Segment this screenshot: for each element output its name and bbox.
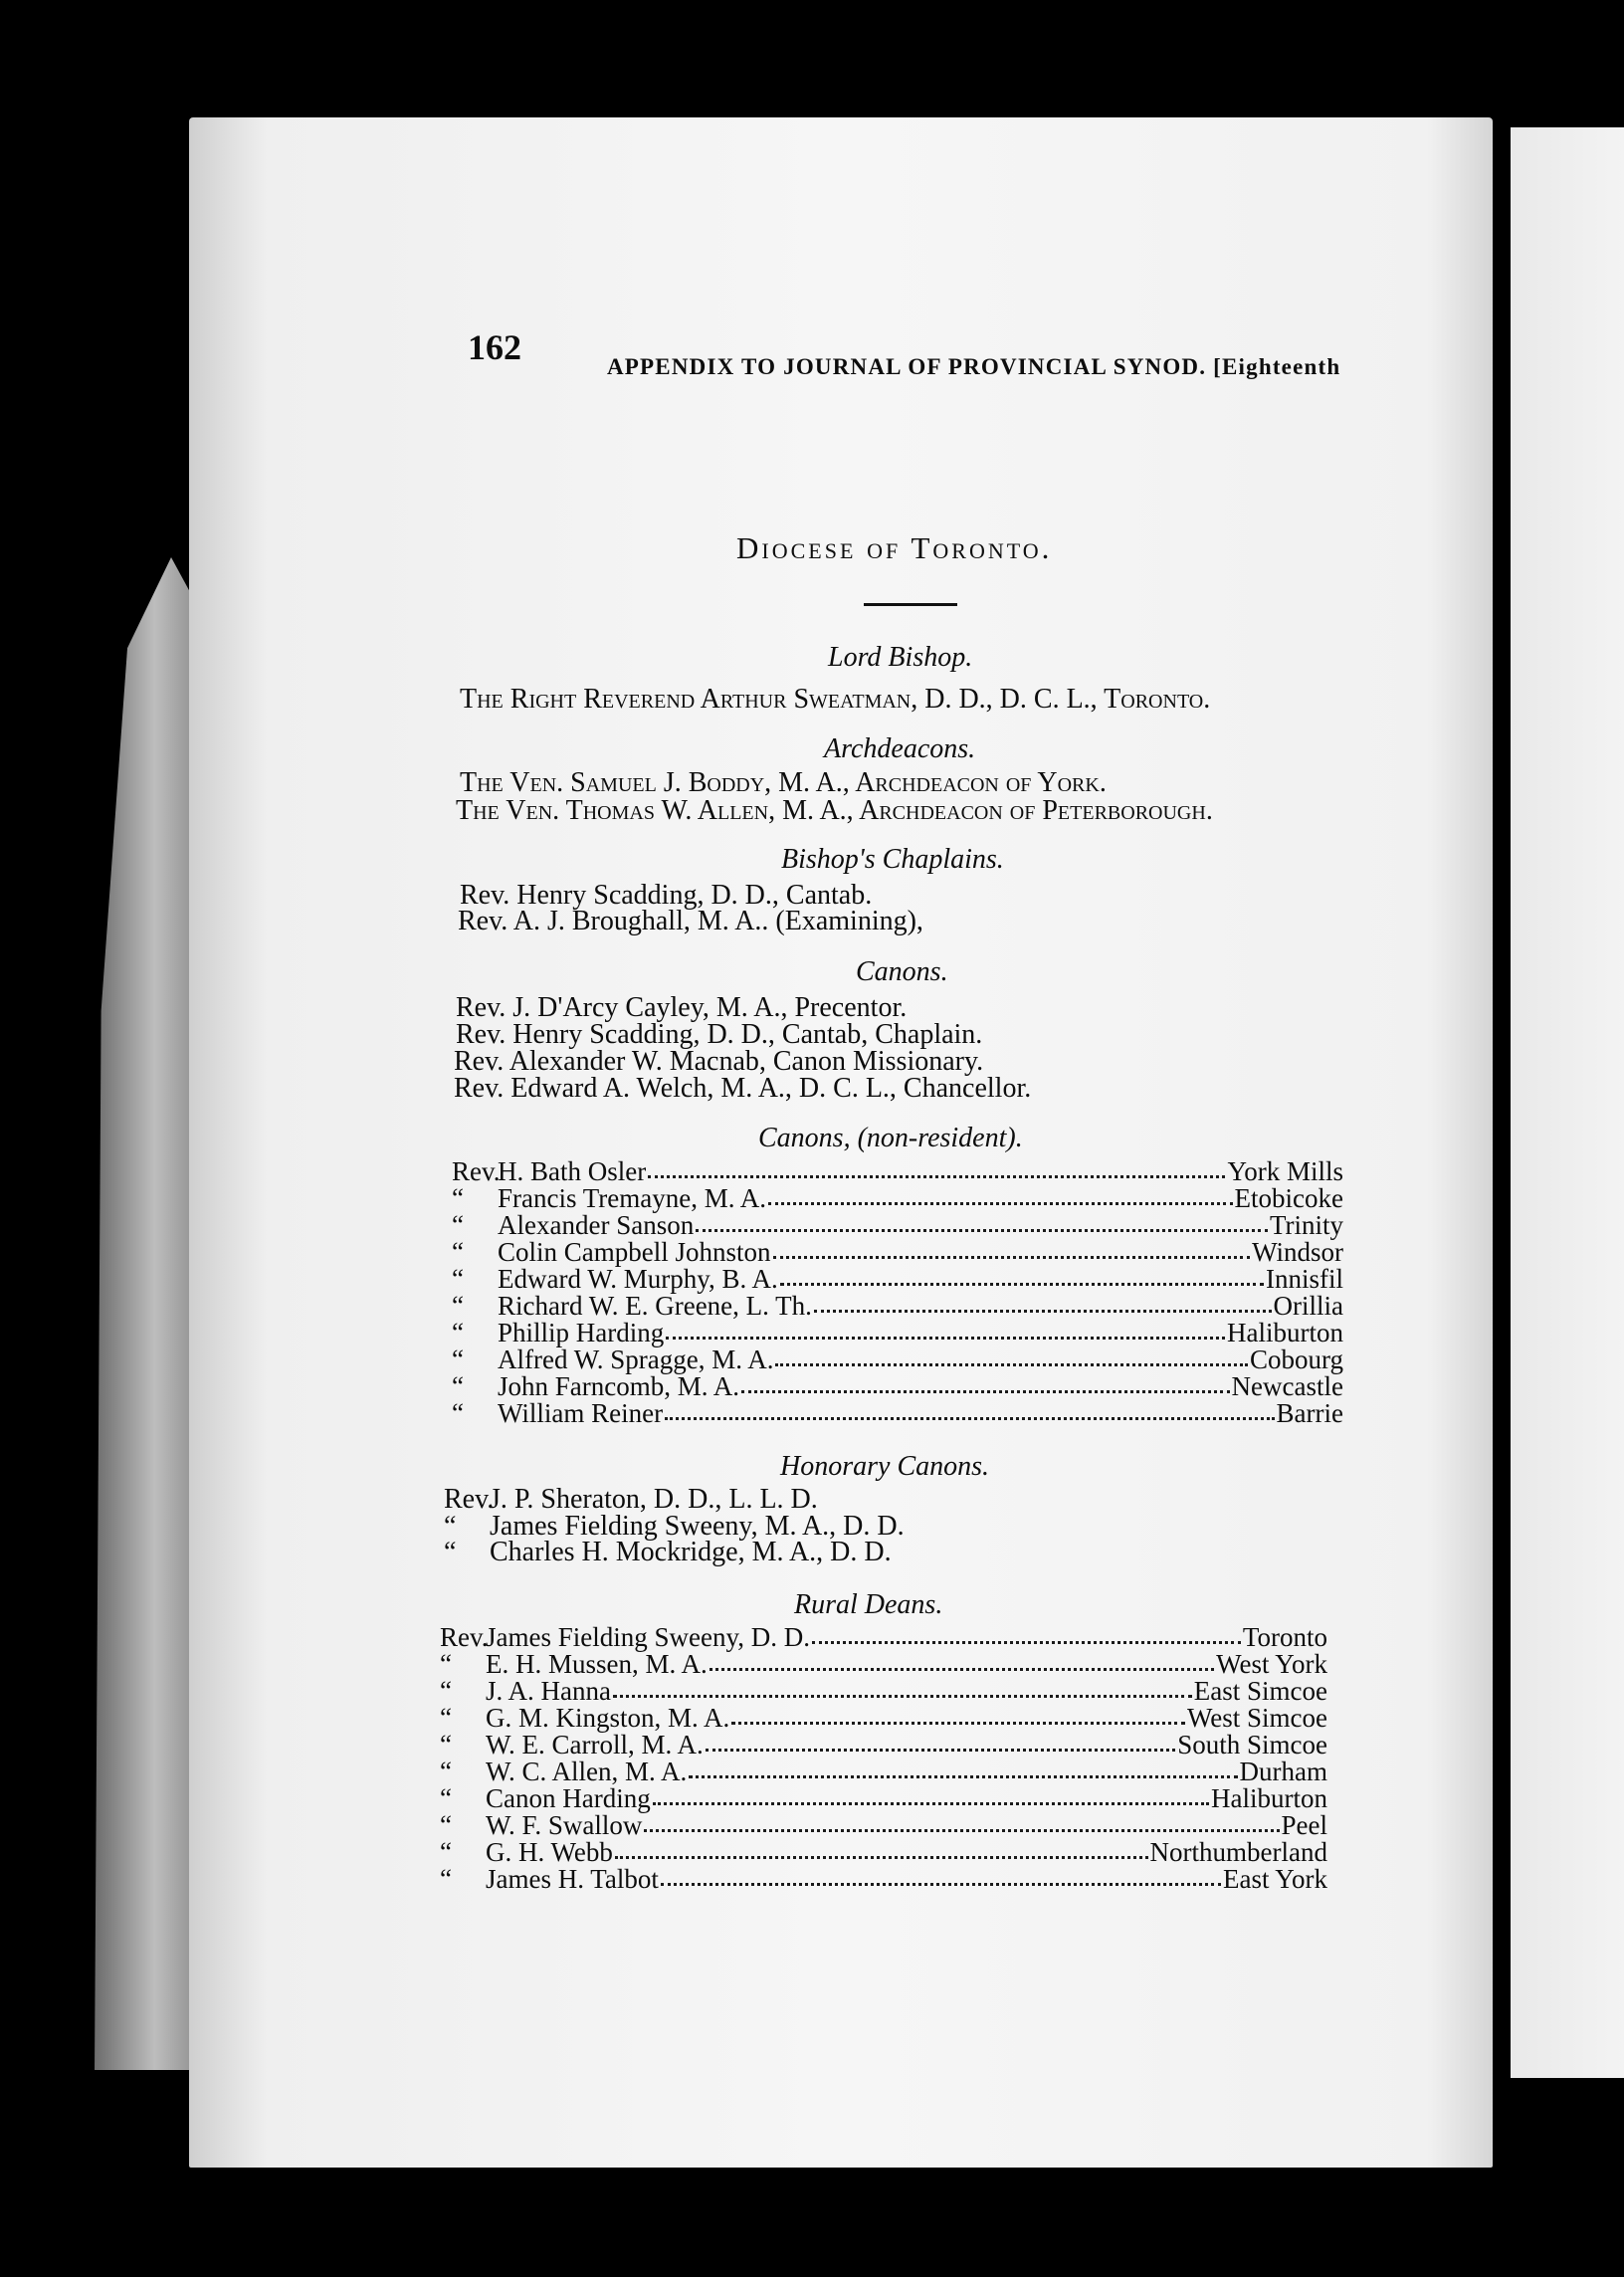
entry-name: Alfred W. Spragge, M. A. [498, 1345, 774, 1374]
dot-leader [653, 1792, 1209, 1805]
section-heading-archdeacons: Archdeacons. [824, 733, 976, 764]
entry-place: Newcastle [1231, 1371, 1343, 1401]
dot-leader [613, 1685, 1192, 1698]
entry-place: York Mills [1227, 1156, 1343, 1186]
entry-place: West Simcoe [1186, 1703, 1327, 1733]
entry-prefix: “ [440, 1703, 452, 1733]
dot-leader [666, 1327, 1225, 1340]
dot-leader [644, 1819, 1279, 1832]
entry-name: E. H. Mussen, M. A. [486, 1649, 708, 1679]
diocese-title: Diocese of Toronto. [736, 530, 1053, 565]
entry-place: Etobicoke [1234, 1183, 1343, 1213]
chaplain-entry: Rev. A. J. Broughall, M. A.. (Examining), [458, 906, 923, 936]
dot-leader [706, 1739, 1175, 1752]
entry-place: Northumberland [1149, 1837, 1327, 1867]
entry-name: John Farncomb, M. A. [498, 1371, 739, 1401]
chaplain-entry: Rev. Henry Scadding, D. D., Cantab. [460, 880, 873, 911]
entry-prefix: “ [444, 1537, 457, 1567]
entry-place: South Simcoe [1177, 1730, 1327, 1760]
entry-name: J. A. Hanna [486, 1676, 611, 1706]
page-number: 162 [468, 327, 521, 367]
archdeacon-entry: The Ven. Samuel J. Boddy, M. A., Archdeacon of York. [460, 767, 1107, 798]
entry-name: Richard W. E. Greene, L. Th. [498, 1291, 812, 1321]
entry-place: Orillia [1273, 1291, 1343, 1321]
section-heading-canons-nonresident: Canons, (non-resident). [758, 1123, 1023, 1153]
canon-entry: Rev. J. D'Arcy Cayley, M. A., Precentor. [456, 992, 908, 1023]
entry-name: Francis Tremayne, M. A. [498, 1183, 766, 1213]
dot-leader [648, 1165, 1225, 1178]
entry-name: James H. Talbot [486, 1864, 659, 1894]
dot-leader [768, 1192, 1233, 1205]
entry-prefix: “ [452, 1183, 464, 1213]
dot-leader [812, 1631, 1241, 1644]
dot-leader [696, 1219, 1268, 1232]
honorary-canon-entry [444, 1538, 892, 1567]
entry-name: James Fielding Sweeny, M. A., D. D. [490, 1511, 905, 1542]
list-row [440, 1677, 1327, 1705]
list-row [452, 1319, 1343, 1346]
entry-prefix: “ [440, 1783, 452, 1813]
canon-entry: Rev. Edward A. Welch, M. A., D. C. L., Chancellor. [454, 1073, 1032, 1104]
list-row [440, 1811, 1327, 1839]
section-heading-lord-bishop: Lord Bishop. [828, 642, 973, 673]
list-row [452, 1184, 1343, 1212]
list-row [452, 1292, 1343, 1320]
entry-prefix: “ [452, 1318, 464, 1347]
dot-leader [780, 1273, 1264, 1286]
list-row [440, 1731, 1327, 1759]
entry-place: Durham [1239, 1757, 1327, 1786]
archdeacon-entry: The Ven. Thomas W. Allen, M. A., Archdeacon of Peterborough. [456, 795, 1213, 826]
dot-leader [710, 1658, 1214, 1671]
dot-leader [741, 1380, 1230, 1393]
entry-place: West York [1216, 1649, 1327, 1679]
dot-leader [731, 1712, 1185, 1725]
dot-leader [661, 1873, 1221, 1886]
entry-name: Colin Campbell Johnston [498, 1237, 771, 1267]
entry-name: Canon Harding [486, 1783, 651, 1813]
entry-place: East York [1222, 1864, 1327, 1894]
entry-name: W. E. Carroll, M. A. [486, 1730, 704, 1760]
entry-place: Cobourg [1249, 1345, 1343, 1374]
entry-name: H. Bath Osler [498, 1156, 647, 1186]
entry-place: Haliburton [1227, 1318, 1343, 1347]
list-row [440, 1623, 1327, 1651]
list-row [452, 1238, 1343, 1266]
entry-place: Haliburton [1211, 1783, 1327, 1813]
entry-prefix: “ [440, 1649, 452, 1679]
entry-name: J. P. Sheraton, D. D., L. L. D. [490, 1484, 818, 1515]
entry-prefix: “ [440, 1757, 452, 1786]
entry-place: Innisfil [1266, 1264, 1343, 1294]
dot-leader [689, 1765, 1237, 1778]
dot-leader [665, 1407, 1274, 1420]
entry-prefix: Rev. [452, 1156, 501, 1186]
entry-prefix: Rev. [444, 1484, 495, 1515]
entry-name: W. C. Allen, M. A. [486, 1757, 688, 1786]
entry-prefix: “ [452, 1210, 464, 1240]
entry-place: Toronto [1242, 1622, 1327, 1652]
list-row [452, 1372, 1343, 1400]
section-heading-chaplains: Bishop's Chaplains. [781, 844, 1004, 875]
entry-place: Peel [1281, 1810, 1327, 1840]
section-heading-honorary-canons: Honorary Canons. [780, 1451, 990, 1482]
entry-name: James Fielding Sweeny, D. D. [486, 1622, 810, 1652]
dot-leader [775, 1353, 1248, 1366]
lord-bishop-entry: The Right Reverend Arthur Sweatman, D. D., D. C. L., Toronto. [460, 684, 1211, 715]
entry-place: East Simcoe [1193, 1676, 1327, 1706]
entry-prefix: “ [444, 1511, 457, 1542]
entry-name: W. F. Swallow [486, 1810, 643, 1840]
list-row [440, 1650, 1327, 1678]
entry-prefix: “ [440, 1864, 452, 1894]
entry-prefix: “ [440, 1810, 452, 1840]
entry-place: Barrie [1276, 1398, 1343, 1428]
list-row [440, 1838, 1327, 1866]
running-title: APPENDIX TO JOURNAL OF PROVINCIAL SYNOD. [Eighteenth [607, 354, 1341, 379]
entry-name: Alexander Sanson [498, 1210, 695, 1240]
dot-leader [773, 1246, 1251, 1259]
entry-prefix: “ [452, 1264, 464, 1294]
canon-entry: Rev. Alexander W. Macnab, Canon Missionary. [454, 1046, 984, 1077]
list-row [452, 1157, 1343, 1185]
list-row [440, 1865, 1327, 1893]
list-row [440, 1758, 1327, 1785]
entry-prefix: “ [440, 1837, 452, 1867]
entry-prefix: “ [452, 1345, 464, 1374]
entry-prefix: “ [452, 1237, 464, 1267]
entry-prefix: “ [452, 1398, 464, 1428]
list-row [452, 1211, 1343, 1239]
entry-name: William Reiner [498, 1398, 664, 1428]
entry-place: Windsor [1252, 1237, 1343, 1267]
section-heading-rural-deans: Rural Deans. [794, 1589, 943, 1620]
list-row [452, 1399, 1343, 1427]
section-heading-canons: Canons. [856, 956, 948, 987]
entry-prefix: “ [440, 1676, 452, 1706]
entry-prefix: “ [452, 1371, 464, 1401]
list-row [440, 1784, 1327, 1812]
dot-leader [615, 1846, 1148, 1859]
entry-name: G. H. Webb [486, 1837, 613, 1867]
entry-name: G. M. Kingston, M. A. [486, 1703, 730, 1733]
list-row [452, 1265, 1343, 1293]
list-row [440, 1704, 1327, 1732]
entry-name: Edward W. Murphy, B. A. [498, 1264, 778, 1294]
entry-place: Trinity [1269, 1210, 1343, 1240]
entry-prefix: Rev. [440, 1622, 489, 1652]
entry-prefix: “ [452, 1291, 464, 1321]
list-row [452, 1346, 1343, 1373]
entry-name: Charles H. Mockridge, M. A., D. D. [490, 1537, 892, 1567]
entry-name: Phillip Harding [498, 1318, 665, 1347]
canon-entry: Rev. Henry Scadding, D. D., Cantab, Chaplain. [456, 1019, 983, 1050]
dot-leader [814, 1300, 1272, 1313]
entry-prefix: “ [440, 1730, 452, 1760]
title-rule [864, 603, 957, 606]
